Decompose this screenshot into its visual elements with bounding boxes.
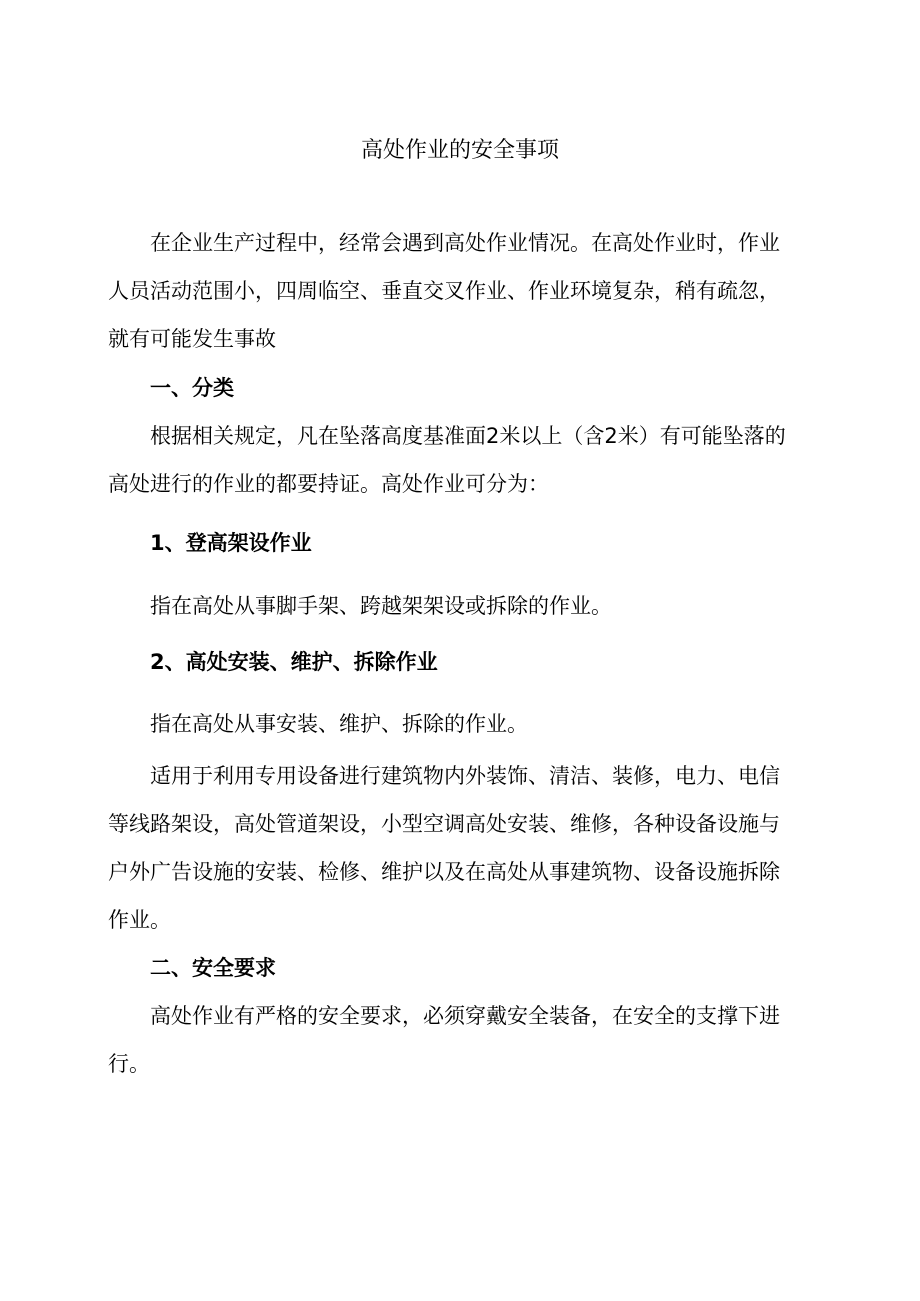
scope-line-4: 作业。 [108,908,171,932]
classification-paragraph-line-2: 高处进行的作业的都要持证。高处作业可分为： [108,472,549,496]
safety-paragraph-line-2: 行。 [108,1052,150,1076]
intro-line-2: 人员活动范围小，四周临空、垂直交叉作业、作业环境复杂，稍有疏忽， [108,279,780,303]
safety-paragraph-line-1: 高处作业有严格的安全要求，必须穿戴安全装备，在安全的支撑下进 [150,1004,780,1028]
section-heading-classification: 一、分类 [150,376,234,400]
scope-line-3: 户外广告设施的安装、检修、维护以及在高处从事建筑物、设备设施拆除 [108,860,780,884]
installation-work-definition: 指在高处从事安装、维护、拆除的作业。 [150,712,528,736]
intro-line-3: 就有可能发生事故 [108,327,276,351]
scope-line-2: 等线路架设，高处管道架设，小型空调高处安装、维修，各种设备设施与 [108,812,780,836]
document-title: 高处作业的安全事项 [360,138,559,163]
erection-work-definition: 指在高处从事脚手架、跨越架架设或拆除的作业。 [150,594,612,618]
intro-line-1: 在企业生产过程中，经常会遇到高处作业情况。在高处作业时，作业 [150,231,780,255]
section-heading-safety-requirements: 二、安全要求 [150,956,276,980]
classification-paragraph-line-1: 根据相关规定，凡在坠落高度基准面2米以上（含2米）有可能坠落的 [150,424,786,448]
scope-line-1: 适用于利用专用设备进行建筑物内外装饰、清洁、装修，电力、电信 [150,764,780,788]
subheading-installation-work: 2、高处安装、维护、拆除作业 [150,650,438,674]
subheading-erection-work: 1、登高架设作业 [150,531,312,555]
